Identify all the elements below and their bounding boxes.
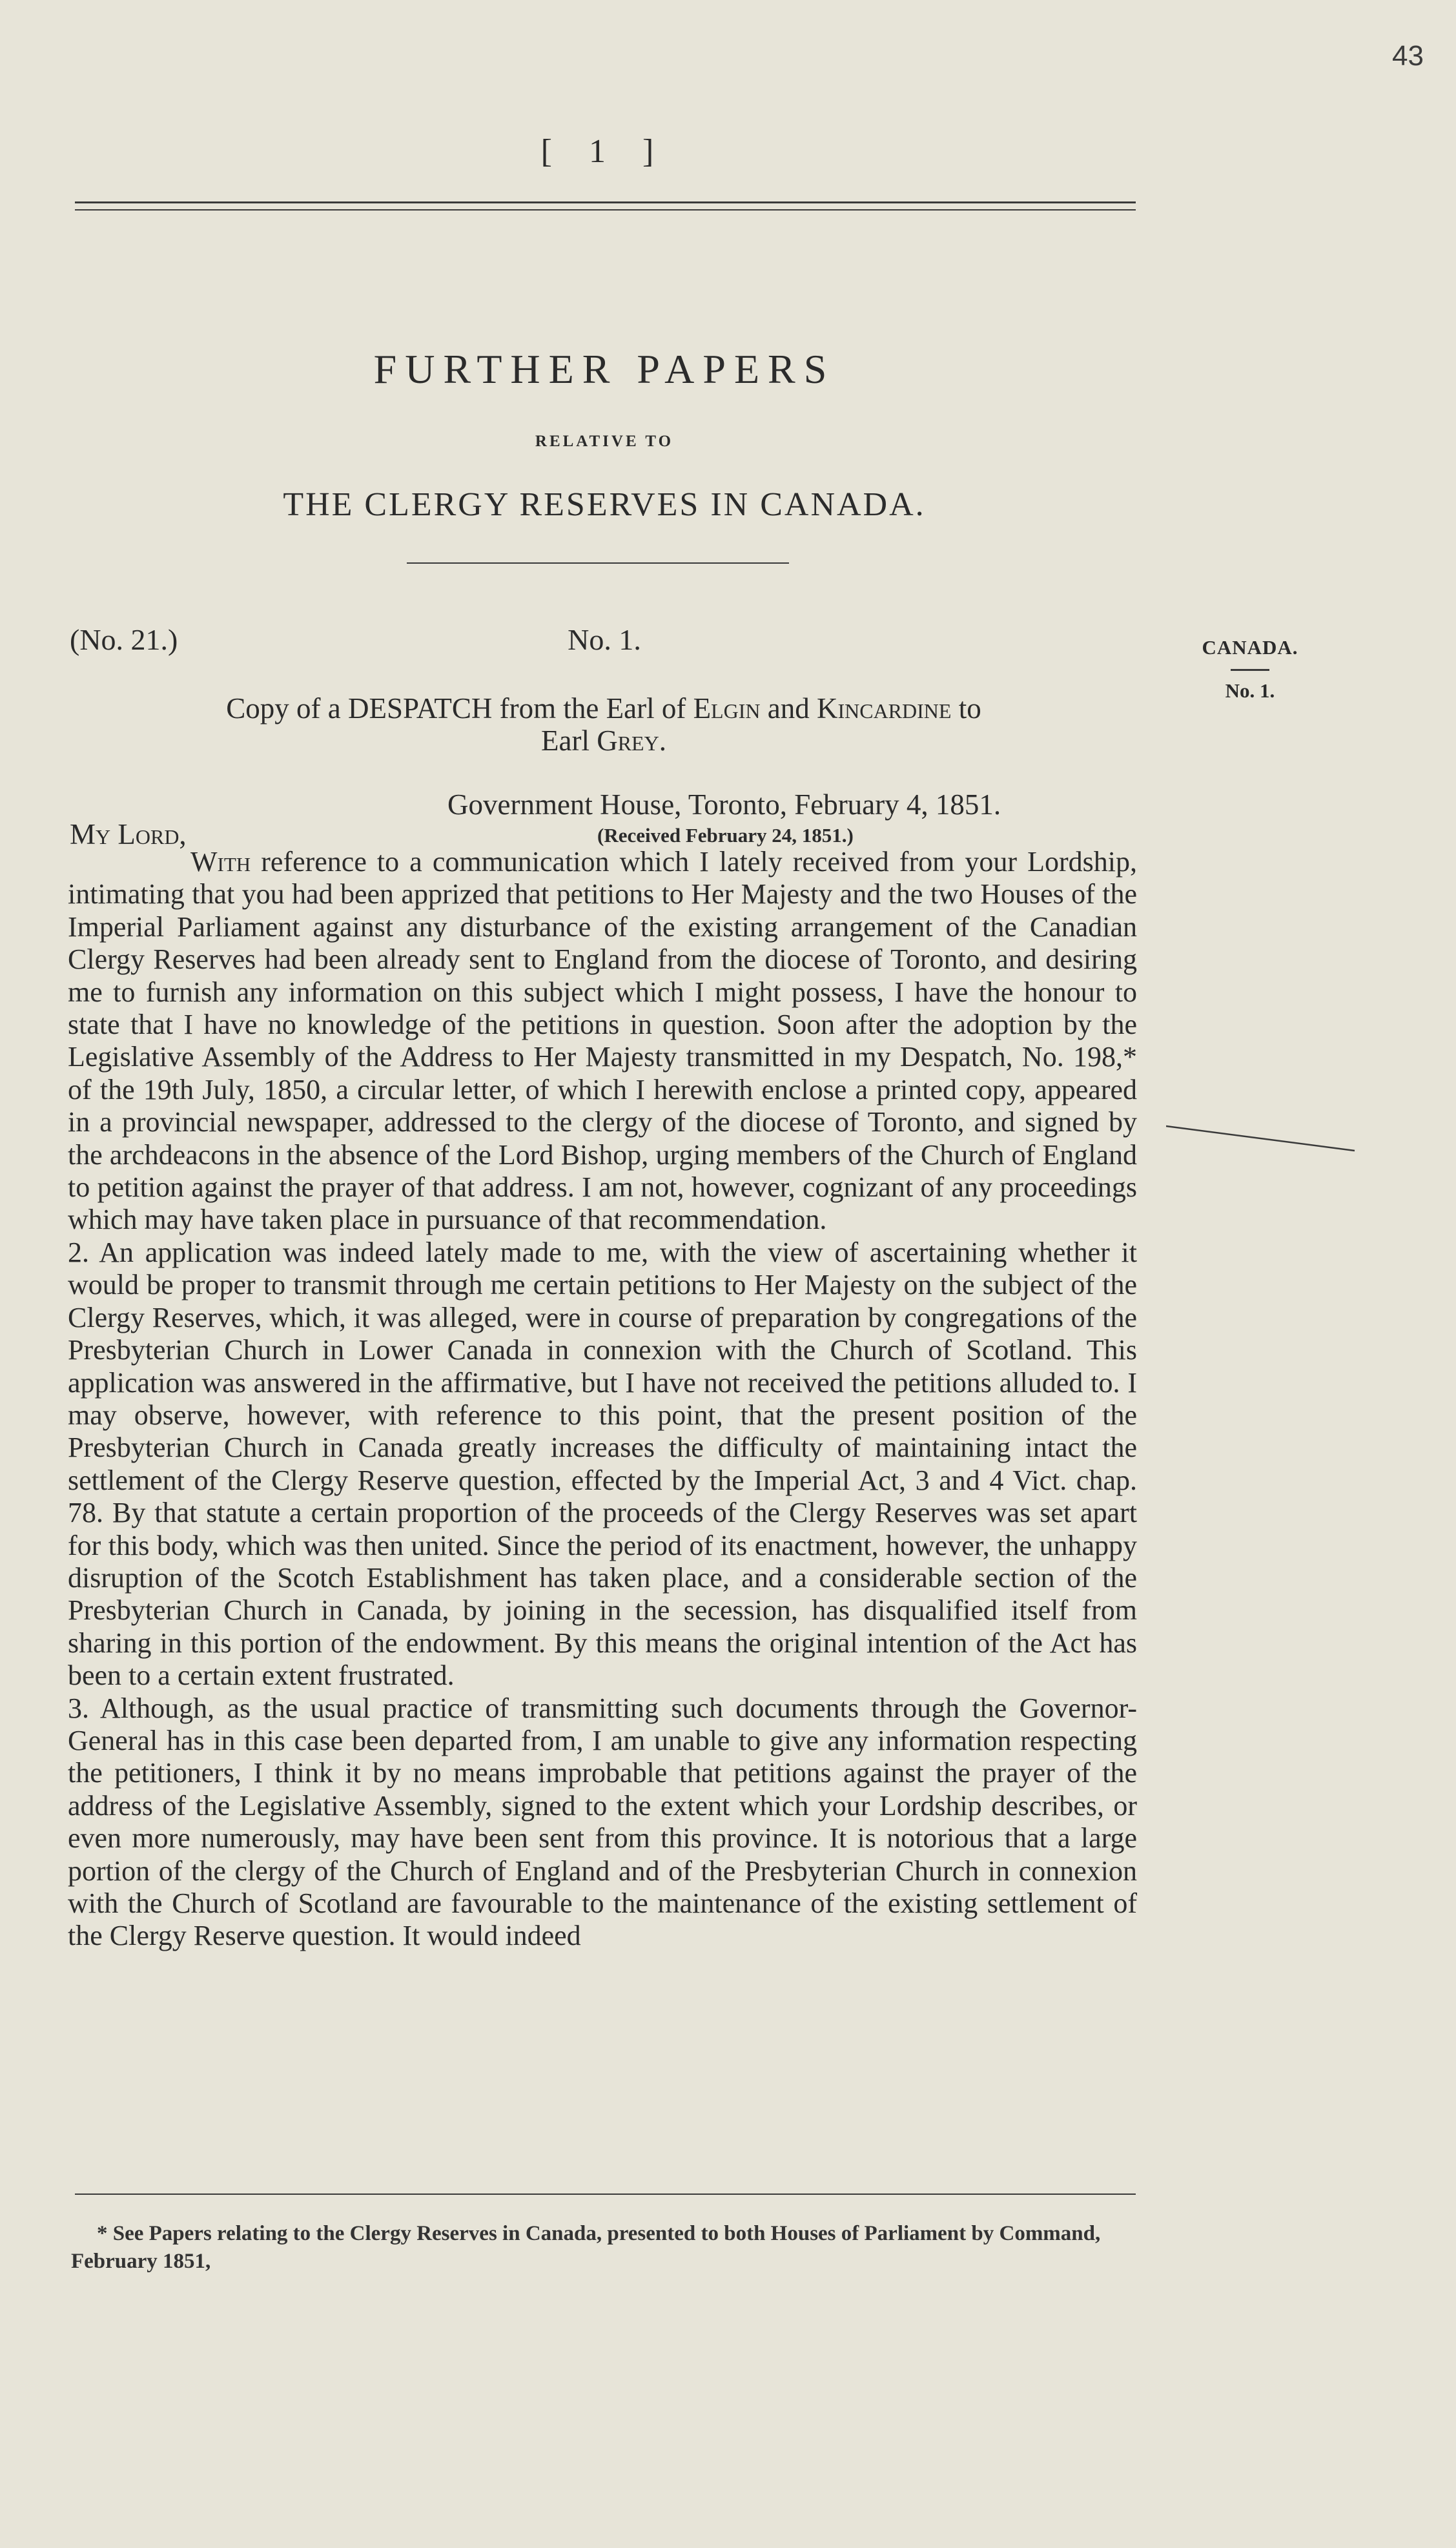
paragraph-lead-word: With (190, 846, 251, 878)
folio: [ 1 ] (540, 133, 668, 170)
paragraph-2 (68, 1237, 1137, 1692)
footnote (71, 2220, 1143, 2276)
despatch-title-text: to (951, 692, 981, 724)
despatch-title-text: . (659, 724, 666, 757)
despatch-title-text: Copy of a DESPATCH from the Earl of (226, 692, 693, 724)
title-connector: RELATIVE TO (535, 433, 674, 450)
received-date: (Received February 24, 1851.) (597, 824, 854, 847)
despatch-title (110, 692, 1098, 757)
salutation: My Lord, (70, 818, 187, 850)
margin-heading: CANADA. (1202, 636, 1298, 659)
margin-rule (1231, 669, 1269, 671)
page-subtitle: THE CLERGY RESERVES IN CANADA. (283, 486, 926, 523)
despatch-title-name: Grey (597, 724, 659, 757)
despatch-title-text: and (760, 692, 817, 724)
letter-body (68, 846, 1137, 1953)
paragraph-1 (68, 846, 1137, 1237)
despatch-title-name: Elgin (693, 692, 761, 724)
enclosure-pointer-line (1166, 1122, 1360, 1155)
paragraph-3 (68, 1692, 1137, 1953)
paragraph-text: 3. Although, as the usual practice of transmitting such documents through the Governor-General has in this case been departed from, I am unable to give any information respecting the petitioners, I think it by no means improbable that petitions against the prayer of the address of the Legislative Assembly, signed to the extent which your Lordship describes, or even more numerously, may have been sent from this province. It is notorious that a large portion of the clergy of the Church of England and of the Presbyterian Church in connexion with the Church of Scotland are favourable to the maintenance of the existing settlement of the Clergy Reserve question. It would indeed (68, 1692, 1137, 1952)
place-date: Government House, Toronto, February 4, 1851. (447, 788, 1001, 821)
margin-number: No. 1. (1225, 679, 1275, 702)
document-number: No. 1. (568, 623, 641, 656)
page-title: FURTHER PAPERS (373, 346, 836, 392)
paragraph-text: reference to a communication which I lately received from your Lordship, intimating that you had been apprized that petitions to Her Majesty and the two Houses of the Imperial Parliament against any disturbance of the existing arrangement of the Canadian Clergy Reserves had been already sent to England from the diocese of Toronto, and desiring me to furnish any information on this subject which I might possess, I have the honour to state that I have no knowledge of the petitions in question. Soon after the adoption by the Legislative Assembly of the Address to Her Majesty transmitted in my Despatch, No. 198,* of the 19th July, 1850, a circular letter, of which I herewith enclose a printed copy, appeared in a provincial newspaper, addressed to the clergy of the diocese of Toronto, and signed by the archdeacons in the absence of the Lord Bishop, urging members of the Church of England to petition against the prayer of that address. I am not, however, cognizant of any proceedings which may have taken place in pursuance of that recommendation. (68, 846, 1137, 1236)
footnote-rule (75, 2194, 1136, 2195)
title-rule (407, 562, 789, 564)
despatch-title-name: Kincardine (816, 692, 952, 724)
paragraph-text: 2. An application was indeed lately made to me, with the view of ascertaining whether it would be proper to transmit through me certain petitions to Her Majesty on the subject of the Clergy Reserves, which, it was alleged, were in course of preparation by congregations of the Presbyterian Church in Lower Canada in connexion with the Church of Scotland. This application was answered in the affirmative, but I have not received the petitions alluded to. I may observe, however, with reference to this point, that the present position of the Presbyterian Church in Canada greatly increases the difficulty of maintaining intact the settlement of the Clergy Reserve question, effected by the Imperial Act, 3 and 4 Vict. chap. 78. By that statute a certain proportion of the proceeds of the Clergy Reserves was set apart for this body, which was then united. Since the period of its enactment, however, the unhappy disruption of the Scotch Establishment has taken place, and a considerable section of the Presbyterian Church in Canada, by joining in the secession, has disqualified itself from sharing in this portion of the endowment. By this means the original intention of the Act has been to a certain extent frustrated. (68, 1236, 1137, 1692)
footnote-text: * See Papers relating to the Clergy Reserves in Canada, presented to both Houses of Parliament by Command, February 1851, (71, 2222, 1101, 2273)
header-double-rule (75, 201, 1136, 211)
page-number: 43 (1392, 40, 1424, 72)
series-number: (No. 21.) (70, 623, 178, 656)
despatch-title-text: Earl (541, 724, 597, 757)
